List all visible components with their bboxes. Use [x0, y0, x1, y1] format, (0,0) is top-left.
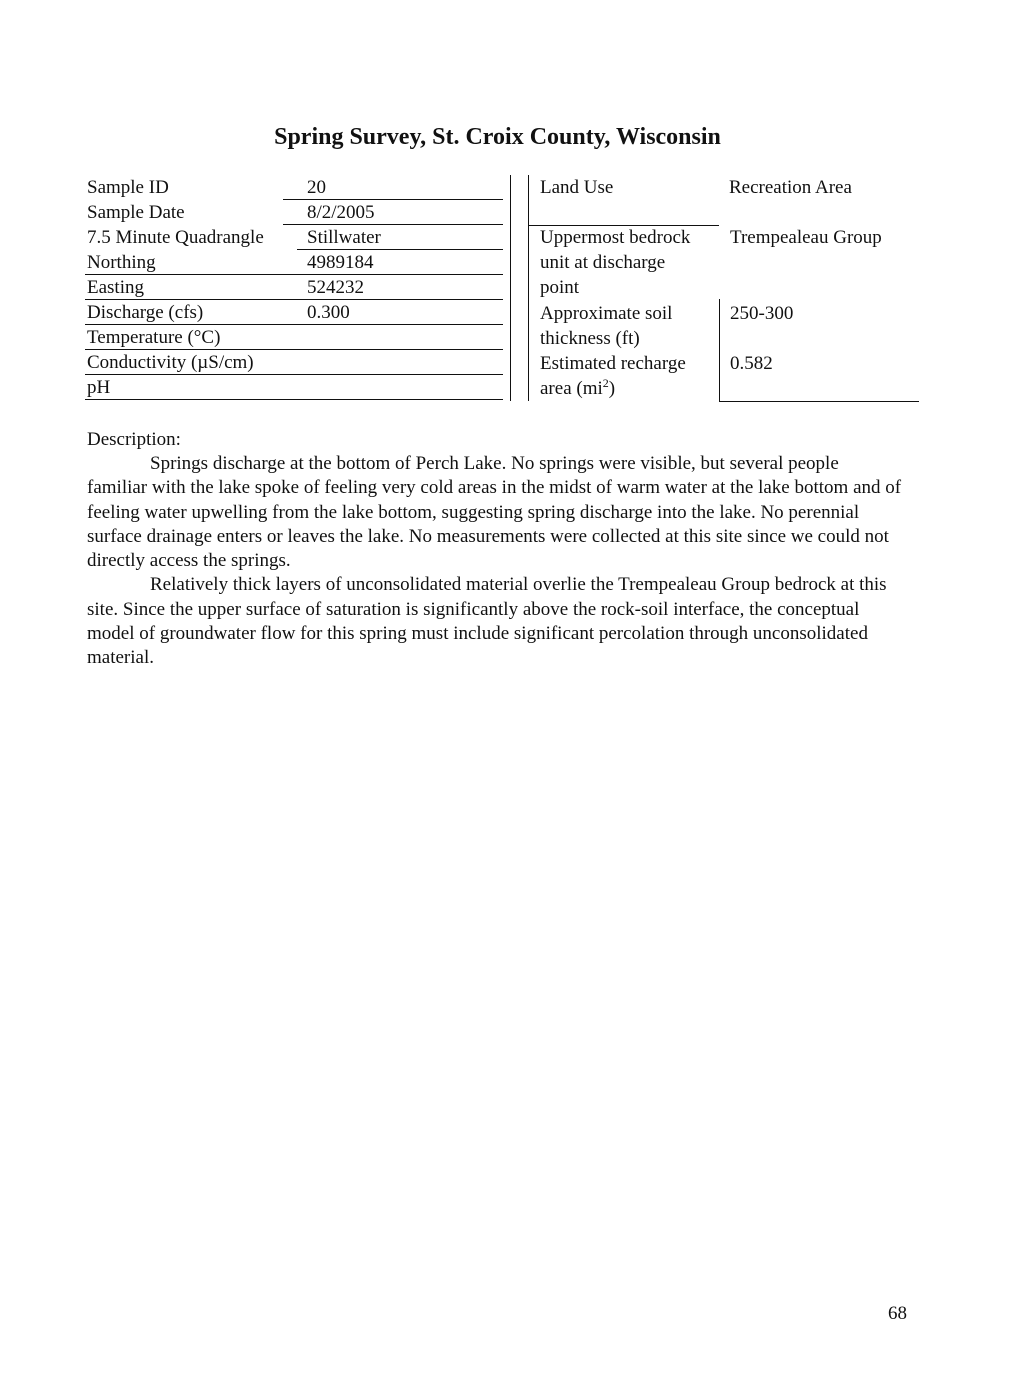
- row-label: Discharge (cfs): [87, 302, 204, 323]
- description-body: [87, 452, 902, 671]
- row-label: Sample Date: [87, 202, 185, 223]
- land-use-value: Recreation Area: [729, 177, 852, 198]
- table-divider: [510, 175, 511, 401]
- row-label: 7.5 Minute Quadrangle: [87, 227, 264, 248]
- row-value: 20: [307, 177, 326, 198]
- bedrock-label-line: unit at discharge: [540, 252, 666, 273]
- row-value: Stillwater: [307, 227, 381, 248]
- row-label: Easting: [87, 277, 144, 298]
- row-label: Sample ID: [87, 177, 169, 198]
- description-paragraph: Relatively thick layers of unconsolidated material overlie the Trempealeau Group bedrock at this site. Since the upper surface of saturation is significantly above the rock-soil interface, the conceptual model of groundwater flow for this spring must include significant percolation through unconsolidated material.: [87, 574, 887, 669]
- divider: [719, 299, 720, 401]
- recharge-label-line: [540, 376, 686, 401]
- row-label: Northing: [87, 252, 156, 273]
- recharge-unit-prefix: area (mi: [540, 378, 603, 399]
- table-row: [85, 200, 503, 225]
- table-row: [85, 175, 503, 200]
- table-row: [85, 275, 503, 300]
- table-row: [85, 225, 503, 250]
- row-label: pH: [87, 377, 111, 398]
- page-title: Spring Survey, St. Croix County, Wisconsin: [274, 124, 721, 150]
- recharge-label: [540, 351, 686, 401]
- recharge-unit-suffix: ): [608, 378, 616, 399]
- soil-label-line: thickness (ft): [540, 328, 640, 349]
- table-row: [85, 375, 503, 400]
- soil-label-line: Approximate soil: [540, 303, 673, 324]
- recharge-value: 0.582: [730, 353, 773, 374]
- soil-value: 250-300: [730, 303, 794, 324]
- description-label: Description:: [87, 429, 181, 450]
- description-paragraph: Springs discharge at the bottom of Perch Lake. No springs were visible, but several people familiar with the lake spoke of feeling very cold areas in the midst of warm water at the lake bottom and of feeling water upwelling from the lake bottom, suggesting spring discharge into the lake. No perennial surface drainage enters or leaves the lake. No measurements were collected at this site since we could not directly access the springs.: [87, 453, 902, 572]
- bedrock-label-line: point: [540, 277, 580, 298]
- land-use-label: Land Use: [540, 177, 614, 198]
- table-row: [85, 250, 503, 275]
- soil-label: [540, 301, 672, 351]
- recharge-label-line: Estimated recharge: [540, 353, 686, 374]
- bedrock-label-line: Uppermost bedrock: [540, 227, 691, 248]
- table-row: [85, 350, 503, 375]
- row-value: 8/2/2005: [307, 202, 375, 223]
- divider: [719, 401, 919, 402]
- sample-info-table: [85, 175, 503, 400]
- table-divider: [528, 175, 529, 401]
- bedrock-value: Trempealeau Group: [730, 227, 882, 248]
- table-row: [85, 300, 503, 325]
- page-number: 68: [888, 1303, 907, 1324]
- row-value: 0.300: [307, 302, 350, 323]
- bedrock-label: [540, 225, 690, 300]
- row-value: 524232: [307, 277, 364, 298]
- table-row: [85, 325, 503, 350]
- row-label: Conductivity (µS/cm): [87, 352, 254, 373]
- row-value: 4989184: [307, 252, 374, 273]
- row-label: Temperature (°C): [87, 327, 221, 348]
- recharge-unit-superscript: 2: [602, 376, 609, 390]
